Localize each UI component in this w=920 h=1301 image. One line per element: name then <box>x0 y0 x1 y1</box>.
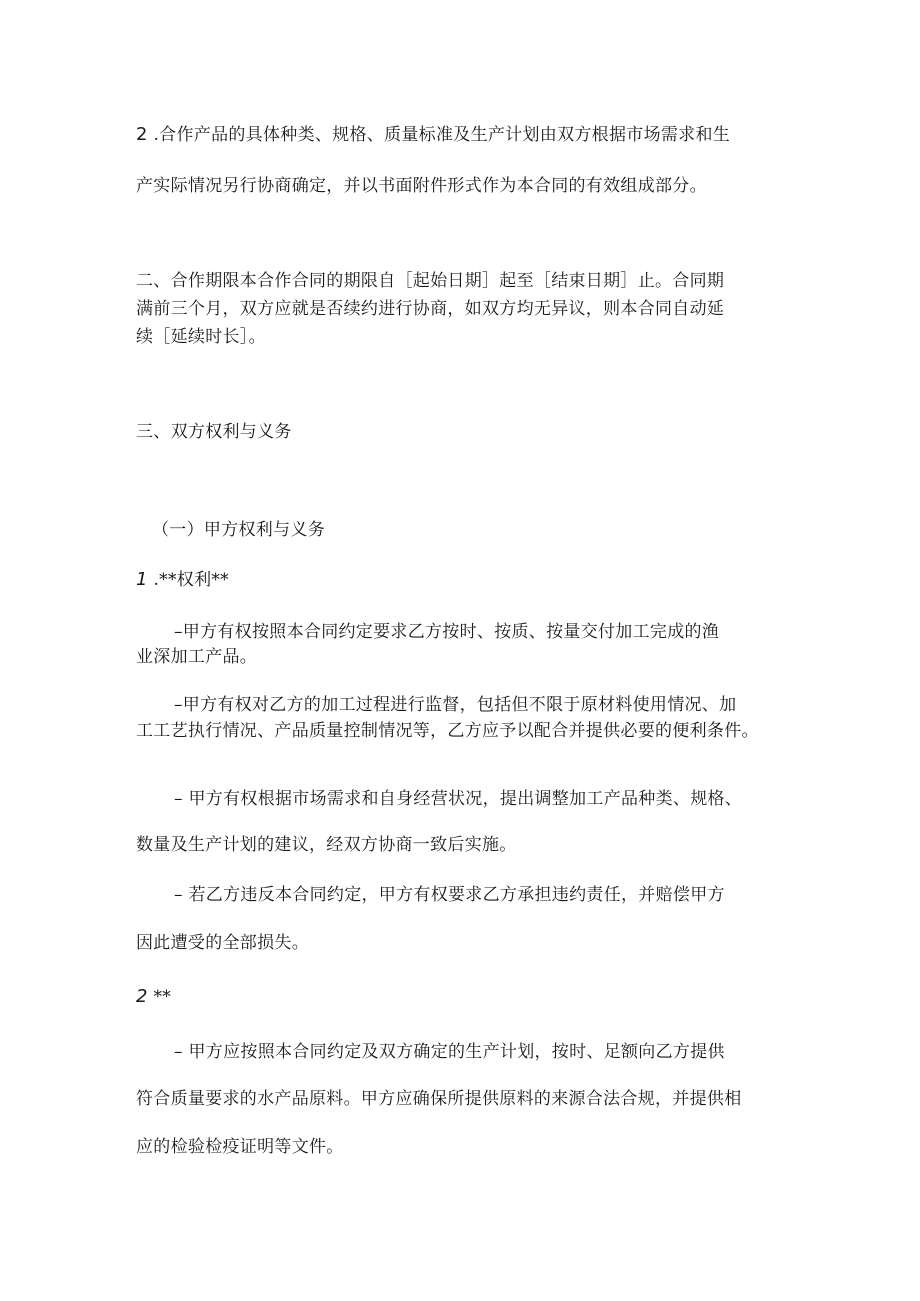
item-label: ** <box>147 987 172 1007</box>
paragraph-2-line-2: 满前三个月，双方应就是否续约进行协商，如双方均无异议，则本合同自动延 <box>136 299 725 319</box>
paragraph-2-line-1: 二、合作期限本合作合同的期限自［起始日期］起至［结束日期］止。合同期 <box>136 271 725 291</box>
item-number: 2 <box>136 986 148 1007</box>
right-4-line-1: – 若乙方违反本合同约定，甲方有权要求乙方承担违约责任，并赔偿甲方 <box>174 885 725 905</box>
duty-1-line-2: 符合质量要求的水产品原料。甲方应确保所提供原料的来源合法合规，并提供相 <box>136 1089 742 1109</box>
section-heading-3: 三、双方权利与义务 <box>136 422 292 442</box>
right-1-line-2: 业深加工产品。 <box>136 647 258 667</box>
paragraph-1-line-1 <box>136 124 730 146</box>
paragraph-2-line-3: 续［延续时长］。 <box>136 327 266 347</box>
paragraph-text: .合作产品的具体种类、规格、质量标准及生产计划由双方根据市场需求和生 <box>147 125 731 145</box>
item-number: 1 <box>136 569 148 590</box>
duty-1-line-3: 应的检验检疫证明等文件。 <box>136 1137 344 1157</box>
duty-1-line-1: – 甲方应按照本合同约定及双方确定的生产计划，按时、足额向乙方提供 <box>174 1042 725 1062</box>
right-2-line-1: –甲方有权对乙方的加工过程进行监督，包括但不限于原材料使用情况、加 <box>174 695 737 715</box>
item-number: 2 <box>136 124 148 145</box>
right-1-line-1: –甲方有权按照本合同约定要求乙方按时、按质、按量交付加工完成的渔 <box>174 622 720 642</box>
subsection-heading-3-1: （一）甲方权利与义务 <box>152 520 325 540</box>
right-4-line-2: 因此遭受的全部损失。 <box>136 933 309 953</box>
right-3-line-1: – 甲方有权根据市场需求和自身经营状况，提出调整加工产品种类、规格、 <box>174 789 743 809</box>
paragraph-1-line-2: 产实际情况另行协商确定，并以书面附件形式作为本合同的有效组成部分。 <box>136 176 707 196</box>
right-2-line-2: 工工艺执行情况、产品质量控制情况等，乙方应予以配合并提供必要的便利条件。 <box>136 721 759 741</box>
item-1-heading <box>136 569 229 591</box>
item-label: .**权利** <box>147 570 229 590</box>
item-2-heading <box>136 986 171 1008</box>
right-3-line-2: 数量及生产计划的建议，经双方协商一致后实施。 <box>136 835 517 855</box>
